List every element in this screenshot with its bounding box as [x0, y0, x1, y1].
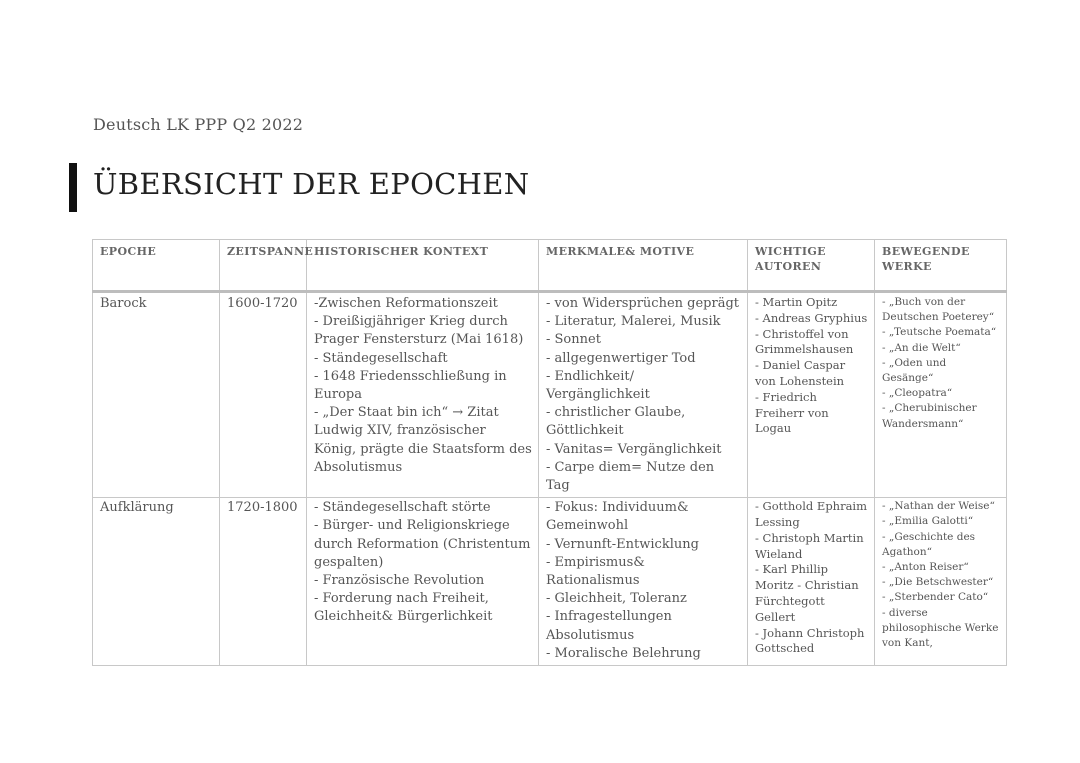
cell-werke: [875, 498, 1007, 666]
table-row-barock: [93, 292, 1007, 498]
werk-item: - diverse philosophische Werke von Kant,: [882, 606, 999, 650]
document-subtitle: Deutsch LK PPP Q2 2022: [93, 115, 304, 134]
merkmal-item: - Moralische Belehrung: [546, 645, 701, 661]
werk-item: - „Teutsche Poemata“: [882, 326, 997, 339]
merkmal-item: - Vanitas= Vergänglichkeit: [546, 441, 722, 457]
werk-item: - „Die Betschwester“: [882, 576, 994, 589]
autor-item: - Christoffel von Grimmelshausen: [755, 326, 854, 357]
merkmal-item: - Infragestellungen Absolutismus: [546, 609, 672, 643]
merkmal-item: - Literatur, Malerei, Musik: [546, 314, 721, 330]
column-header-werke: BEWEGENDE WERKE: [875, 240, 1007, 292]
cell-zeitspanne: 1600-1720: [220, 292, 307, 498]
merkmal-item: - Vernunft-Entwicklung: [546, 536, 699, 552]
merkmal-item: - Fokus: Individuum& Gemeinwohl: [546, 500, 689, 534]
autor-item: - Karl Phillip Moritz - Christian Fürchtegott Gellert: [755, 562, 859, 624]
table-header-row: [93, 240, 1007, 292]
werk-item: - „Nathan der Weise“: [882, 500, 995, 513]
autor-item: - Daniel Caspar von Lohenstein: [755, 358, 846, 388]
autor-item: - Friedrich Freiherr von Logau: [755, 389, 829, 436]
epochs-table: [92, 239, 1007, 666]
kontext-item: - Französische Revolution: [314, 573, 485, 589]
cell-werke: [875, 292, 1007, 498]
cell-epoche: Aufklärung: [93, 498, 220, 666]
kontext-item: - Forderung nach Freiheit, Gleichheit& Bürgerlichkeit: [314, 591, 493, 625]
kontext-item: - Bürger- und Religionskriege durch Reformation (Christentum gespalten): [314, 518, 531, 570]
cell-merkmale: [539, 292, 748, 498]
kontext-item: - Ständegesellschaft störte: [314, 500, 491, 516]
cell-kontext: [307, 498, 539, 666]
cell-merkmale: [539, 498, 748, 666]
werk-item: - „Emilia Galotti“: [882, 515, 974, 528]
title-accent-bar: [69, 163, 77, 212]
werk-item: - „Anton Reiser“: [882, 561, 969, 574]
kontext-item: - „Der Staat bin ich“ → Zitat Ludwig XIV, französischer König, prägte die Staatsform des Absolutismus: [314, 405, 532, 475]
werk-item: - „Cleopatra“: [882, 387, 953, 400]
column-header-kontext: HISTORISCHER KONTEXT: [307, 240, 539, 292]
kontext-item: -Zwischen Reformationszeit: [314, 296, 498, 311]
cell-kontext: [307, 292, 539, 498]
werk-item: - „Cherubinischer Wandersmann“: [882, 402, 977, 430]
cell-autoren: [748, 292, 875, 498]
cell-autoren: [748, 498, 875, 666]
merkmal-item: - Empirismus& Rationalismus: [546, 554, 645, 589]
merkmal-item: - allgegenwertiger Tod: [546, 350, 696, 366]
autor-item: - Martin Opitz: [755, 295, 838, 309]
column-header-merkmale: MERKMALE& MOTIVE: [539, 240, 748, 292]
werk-item: - „Geschichte des Agathon“: [882, 530, 976, 558]
kontext-item: - Ständegesellschaft: [314, 350, 448, 366]
werk-item: - „Sterbender Cato“: [882, 591, 989, 604]
column-header-autoren: WICHTIGE AUTOREN: [748, 240, 875, 292]
werk-item: - „Oden und Gesänge“: [882, 356, 947, 385]
merkmal-item: - von Widersprüchen geprägt: [546, 296, 740, 311]
merkmal-item: - Sonnet: [546, 332, 601, 348]
table-row-aufklaerung: [93, 498, 1007, 666]
column-header-epoche: EPOCHE: [93, 240, 220, 292]
kontext-item: - Dreißigjähriger Krieg durch Prager Fenstersturz (Mai 1618): [314, 314, 524, 348]
werk-item: - „Buch von der Deutschen Poeterey“: [882, 296, 995, 324]
autor-item: - Johann Christoph Gottsched: [755, 625, 865, 656]
werk-item: - „An die Welt“: [882, 341, 961, 354]
merkmal-item: - Endlichkeit/ Vergänglichkeit: [546, 368, 650, 403]
cell-epoche: Barock: [93, 292, 220, 498]
autor-item: - Andreas Gryphius: [755, 310, 868, 325]
merkmal-item: - Carpe diem= Nutze den Tag: [546, 459, 715, 494]
merkmal-item: - christlicher Glaube, Göttlichkeit: [546, 405, 686, 439]
column-header-zeitspanne: ZEITSPANNE: [220, 240, 307, 292]
autor-item: - Christoph Martin Wieland: [755, 530, 864, 561]
autor-item: - Gotthold Ephraim Lessing: [755, 499, 868, 530]
cell-zeitspanne: 1720-1800: [220, 498, 307, 666]
kontext-item: - 1648 Friedensschließung in Europa: [314, 368, 507, 403]
merkmal-item: - Gleichheit, Toleranz: [546, 591, 687, 607]
page-title: ÜBERSICHT DER EPOCHEN: [93, 167, 530, 201]
